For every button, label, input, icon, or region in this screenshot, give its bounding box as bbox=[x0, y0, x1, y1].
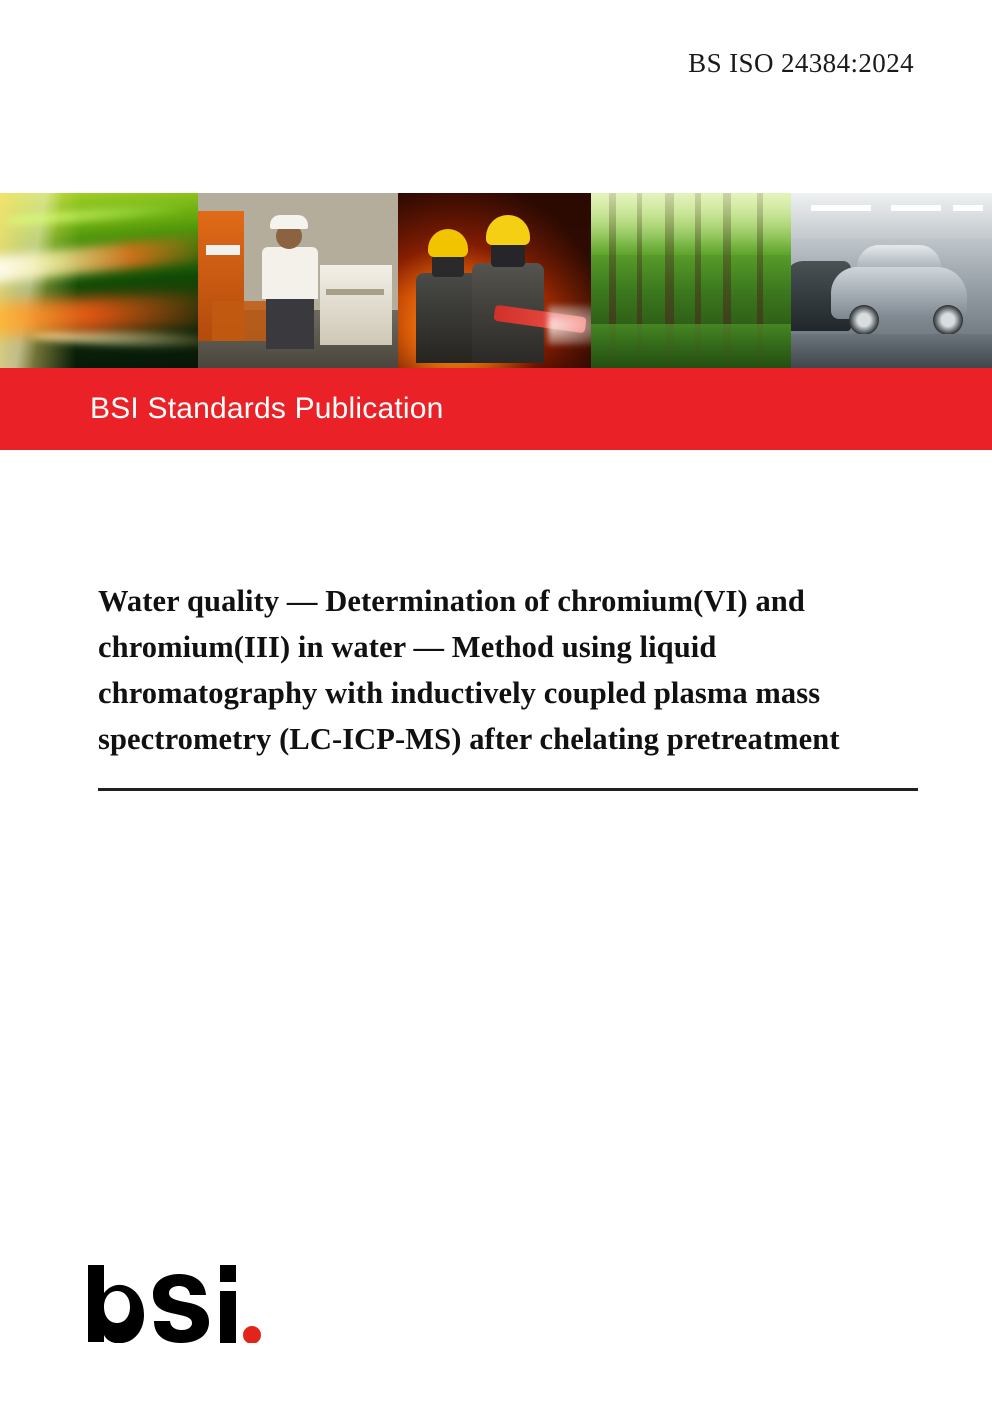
warehouse-box-band bbox=[326, 289, 384, 295]
standards-publication-banner bbox=[0, 368, 992, 450]
car-wheel bbox=[933, 305, 963, 335]
water-spray bbox=[548, 305, 591, 345]
ceiling-light bbox=[891, 205, 941, 211]
band-image-forest bbox=[591, 193, 791, 368]
band-image-firefighters bbox=[398, 193, 591, 368]
warehouse-rack-shelf bbox=[206, 245, 240, 255]
band-image-night-traffic-light-trails bbox=[0, 193, 198, 368]
ceiling-light bbox=[811, 205, 871, 211]
bsi-logo bbox=[84, 1263, 264, 1343]
light-streak bbox=[30, 328, 198, 349]
factory-ceiling bbox=[791, 193, 992, 239]
page-title: Water quality — Determination of chromium(VI) and chromium(III) in water — Method using liquid chromatography with inductively coupled plasma mass spectrometry (LC-ICP-MS) after chelating pretreatment bbox=[98, 584, 840, 756]
firefighter-helmet bbox=[428, 229, 468, 257]
worker-cap bbox=[270, 215, 308, 229]
worker-torso bbox=[262, 247, 318, 299]
light-streak bbox=[4, 203, 184, 228]
car-wheel bbox=[849, 305, 879, 335]
cover-image-band bbox=[0, 193, 992, 368]
forest-floor bbox=[591, 324, 791, 368]
title-divider bbox=[98, 788, 918, 791]
warehouse-box bbox=[320, 265, 392, 345]
title-block bbox=[98, 578, 918, 791]
factory-floor bbox=[791, 334, 992, 368]
ceiling-light bbox=[953, 205, 983, 211]
banner-label: BSI Standards Publication bbox=[90, 392, 444, 425]
band-image-warehouse-worker bbox=[198, 193, 398, 368]
worker-legs bbox=[266, 297, 314, 349]
band-image-car-manufacturing bbox=[791, 193, 992, 368]
standard-reference: BS ISO 24384:2024 bbox=[688, 48, 914, 78]
firefighter-helmet bbox=[486, 215, 530, 245]
